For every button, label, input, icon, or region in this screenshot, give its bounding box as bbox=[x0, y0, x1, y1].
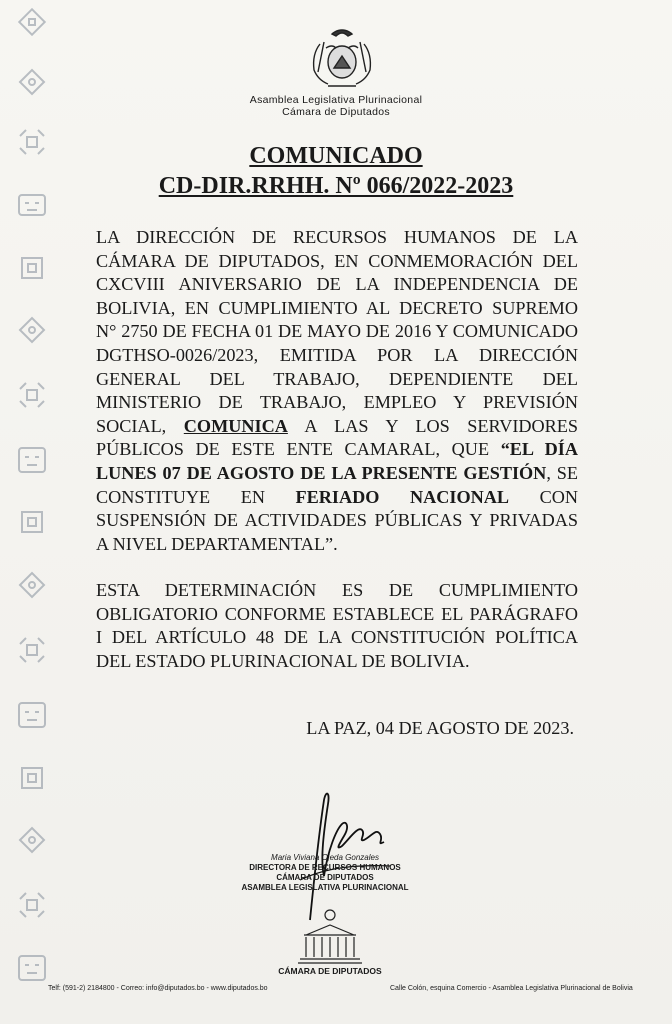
signer-org: CÁMARA DE DIPUTADOS bbox=[276, 873, 374, 882]
paragraph-text: A LAS Y LOS SERVIDORES PÚBLICOS DE ESTE ENTE CAMARAL, QUE bbox=[96, 415, 579, 460]
chamber-building-logo bbox=[290, 905, 370, 965]
comunica-keyword: COMUNICA bbox=[183, 415, 288, 436]
paragraph-text: CON SUSPENSIÓN DE ACTIVIDADES PÚBLICAS Y PRIVADAS A NIVEL DEPARTAMENTAL”. bbox=[96, 486, 578, 554]
paragraph-text: LA DIRECCIÓN DE RECURSOS HUMANOS DE LA CÁMARA DE DIPUTADOS, EN CONMEMORACIÓN DEL CXCVIII ANIVERSARIO DE LA INDEPENDENCIA DE BOLIVIA, EN CUMPLIMIENTO AL DECRETO SUPREMO N° 2750 DE FECHA 01 DE MAYO DE 2016 Y COMUNICADO DGTHSO-0026/2023, EMITIDA POR LA DIRECCIÓN GENERAL DEL TRABAJO, DEPENDIENTE DEL MINISTERIO DE TRABAJO, EMPLEO Y PREVISIÓN SOCIAL, bbox=[96, 227, 578, 436]
document-title: COMUNICADO bbox=[249, 143, 423, 169]
logo-caption: CÁMARA DE DIPUTADOS bbox=[278, 966, 382, 976]
feriado-keyword: FERIADO NACIONAL bbox=[295, 486, 510, 507]
paragraph-text: , SE CONSTITUYE EN bbox=[96, 462, 579, 507]
footer-contact: Telf: (591-2) 2184800 - Correo: info@diputados.bo - www.diputados.bo bbox=[48, 985, 268, 992]
signature-stamp bbox=[240, 853, 410, 893]
signer-name: Maria Viviana Ojeda Gonzales bbox=[271, 853, 379, 862]
document-number: CD-DIR.RRHH. Nº 066/2022-2023 bbox=[158, 173, 514, 199]
place-date: LA PAZ, 04 DE AGOSTO DE 2023. bbox=[306, 718, 574, 738]
coat-of-arms-icon bbox=[306, 24, 378, 94]
signer-role: DIRECTORA DE RECURSOS HUMANOS bbox=[249, 863, 401, 872]
signer-assembly: ASAMBLEA LEGISLATIVA PLURINACIONAL bbox=[241, 883, 409, 892]
main-paragraph bbox=[96, 226, 578, 556]
org-line-chamber: Cámara de Diputados bbox=[282, 106, 390, 118]
org-line-assembly: Asamblea Legislativa Plurinacional bbox=[249, 94, 423, 106]
legal-basis-paragraph: ESTA DETERMINACIÓN ES DE CUMPLIMIENTO OBLIGATORIO CONFORME ESTABLECE EL PARÁGRAFO I DEL ARTÍCULO 48 DE LA CONSTITUCIÓN POLÍTICA DEL ESTADO PLURINACIONAL DE BOLIVIA. bbox=[96, 580, 578, 671]
holiday-quote: “EL DÍA LUNES 07 DE AGOSTO DE LA PRESENTE GESTIÓN bbox=[96, 439, 579, 483]
footer-address: Calle Colón, esquina Comercio - Asamblea Legislativa Plurinacional de Bolivia bbox=[390, 985, 633, 992]
